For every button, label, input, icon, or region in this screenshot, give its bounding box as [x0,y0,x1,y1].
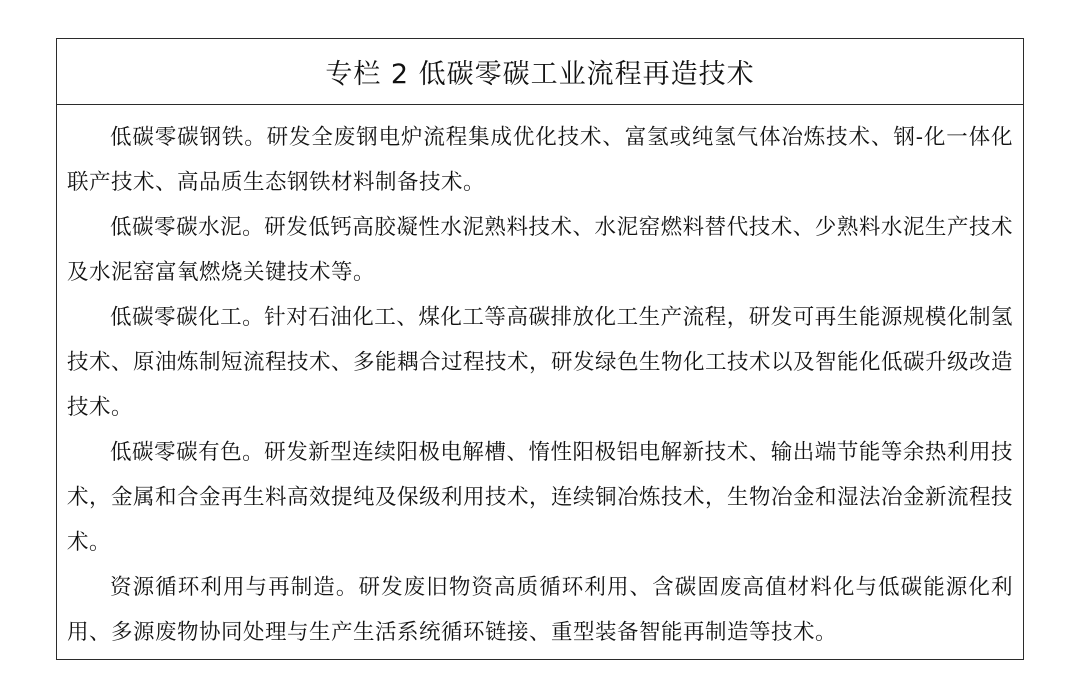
paragraph-cement: 低碳零碳水泥。研发低钙高胶凝性水泥熟料技术、水泥窑燃料替代技术、少熟料水泥生产技术及水泥窑富氧燃烧关键技术等。 [67,215,1013,285]
paragraph-nonferrous: 低碳零碳有色。研发新型连续阳极电解槽、惰性阳极铝电解新技术、输出端节能等余热利用技术，金属和合金再生料高效提纯及保级利用技术，连续铜冶炼技术，生物冶金和湿法冶金新流程技术。 [67,440,1014,555]
column-box [56,38,1024,660]
paragraph-chemical: 低碳零碳化工。针对石油化工、煤化工等高碳排放化工生产流程，研发可再生能源规模化制氢技术、原油炼制短流程技术、多能耦合过程技术，研发绿色生物化工技术以及智能化低碳升级改造技术。 [67,305,1014,420]
column-title: 专栏 2 低碳零碳工业流程再造技术 [325,59,755,90]
paragraph-recycling: 资源循环利用与再制造。研发废旧物资高质循环利用、含碳固废高值材料化与低碳能源化利用、多源废物协同处理与生产生活系统循环链接、重型装备智能再制造等技术。 [67,575,1013,645]
paragraph-steel: 低碳零碳钢铁。研发全废钢电炉流程集成优化技术、富氢或纯氢气体冶炼技术、钢-化一体化联产技术、高品质生态钢铁材料制备技术。 [67,125,1013,195]
column-body [57,105,1023,655]
column-header [57,39,1023,105]
